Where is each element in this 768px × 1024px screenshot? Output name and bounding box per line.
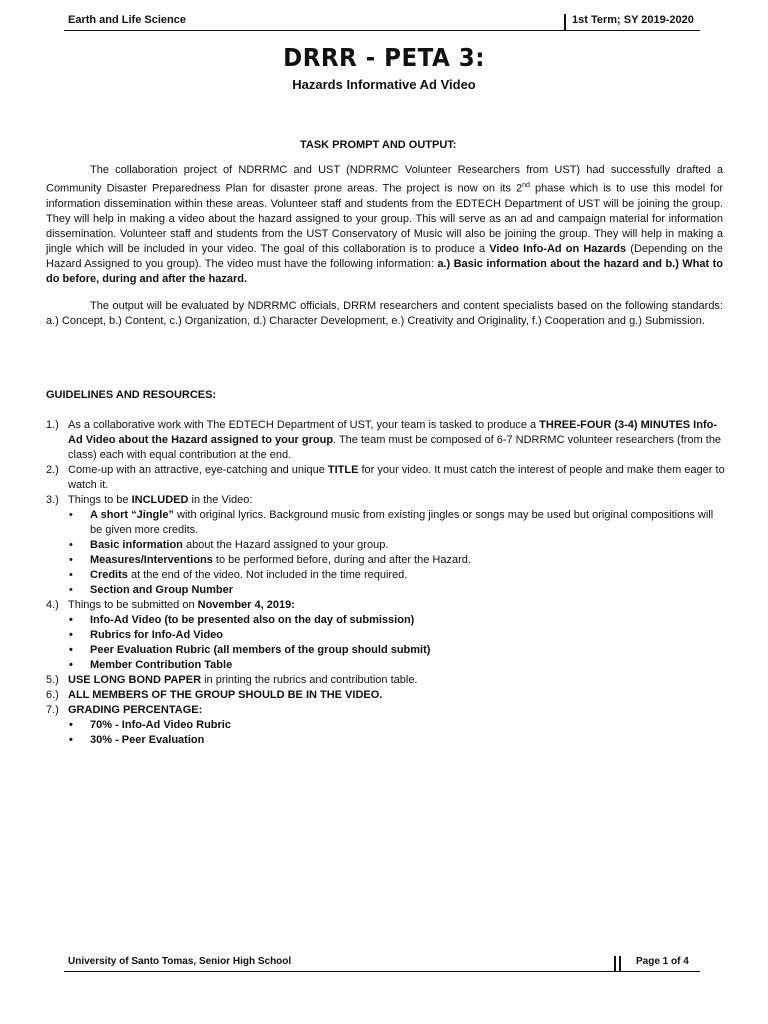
list-item: • 30% - Peer Evaluation <box>69 734 205 746</box>
guideline-3: 3.) Things to be INCLUDED in the Video: <box>46 494 253 506</box>
header-term: 1st Term; SY 2019-2020 <box>572 14 694 26</box>
list-item: • Info-Ad Video (to be presented also on the day of submission) <box>69 614 415 626</box>
guideline-7: 7.) GRADING PERCENTAGE: <box>46 704 203 716</box>
list-item: • Rubrics for Info-Ad Video <box>69 629 224 641</box>
footer-divider <box>614 956 616 971</box>
guideline-1: 1.) As a collaborative work with The EDTECH Department of UST, your team is tasked to produce a THREE-FOUR (3-4) MINUTES Info-Ad Video about the Hazard assigned to your group. The team must be composed of 6-7 NDRRMC volunteer researchers (from the class) each with equal contribution at the end. <box>46 419 722 461</box>
footer-school: University of Santo Tomas, Senior High School <box>68 956 292 967</box>
list-item: • Credits at the end of the video. Not included in the time required. <box>69 569 408 581</box>
task-paragraph-1: The collaboration project of NDRRMC and UST (NDRRMC Volunteer Researchers from UST) had successfully drafted a Community Disaster Preparedness Plan for disaster prone areas. The project is now on its 2nd phase which is to use this model for information dissemination within these areas. Volunteer staff and students from the EDTECH Department of UST will be joining the group. They will help in making a video about the hazard assigned to your group. This will serve as an ad and campaign material for information dissemination. Volunteer staff and students from the UST Conservatory of Music will also be joining the group. They will help in making a jingle which will be included in your video. The goal of this collaboration is to produce a Video Info-Ad on Hazards (Depending on the Hazard Assigned to you group). The video must have the following information: a.) Basic information about the hazard and b.) What to do before, during and after the hazard. <box>46 164 724 285</box>
header-subject: Earth and Life Science <box>68 14 186 26</box>
list-item: • Basic information about the Hazard assigned to your group. <box>69 539 389 551</box>
footer-divider <box>619 956 621 971</box>
page-footer <box>64 954 700 972</box>
list-item: • 70% - Info-Ad Video Rubric <box>69 719 231 731</box>
guidelines-heading: GUIDELINES AND RESOURCES: <box>46 389 217 401</box>
guideline-4: 4.) Things to be submitted on November 4, 2019: <box>46 599 295 611</box>
document-subtitle: Hazards Informative Ad Video <box>292 77 476 92</box>
task-heading: TASK PROMPT AND OUTPUT: <box>300 139 457 151</box>
header-divider <box>564 14 566 30</box>
guidelines-list <box>46 418 726 748</box>
guideline-2: 2.) Come-up with an attractive, eye-catching and unique TITLE for your video. It must catch the interest of people and make them eager to watch it. <box>46 464 725 491</box>
task-paragraph-2: The output will be evaluated by NDRRMC officials, DRRM researchers and content specialists based on the following standards: a.) Concept, b.) Content, c.) Organization, d.) Character Development, e.) Creativity and Originality, f.) Cooperation and g.) Submission. <box>46 300 723 327</box>
list-item: • Member Contribution Table <box>69 659 233 671</box>
document-title: DRRR - PETA 3: <box>283 43 485 72</box>
page-header <box>64 12 700 31</box>
guideline-6: 6.) ALL MEMBERS OF THE GROUP SHOULD BE IN THE VIDEO. <box>46 689 383 701</box>
list-item: • Section and Group Number <box>69 584 234 596</box>
list-item: • A short “Jingle” with original lyrics. Background music from existing jingles or songs may be used but original compositions will be given more credits. <box>69 509 714 536</box>
list-item: • Measures/Interventions to be performed before, during and after the Hazard. <box>69 554 471 566</box>
guideline-5: 5.) USE LONG BOND PAPER in printing the rubrics and contribution table. <box>46 674 418 686</box>
page-number: Page 1 of 4 <box>636 956 689 967</box>
list-item: • Peer Evaluation Rubric (all members of the group should submit) <box>69 644 431 656</box>
